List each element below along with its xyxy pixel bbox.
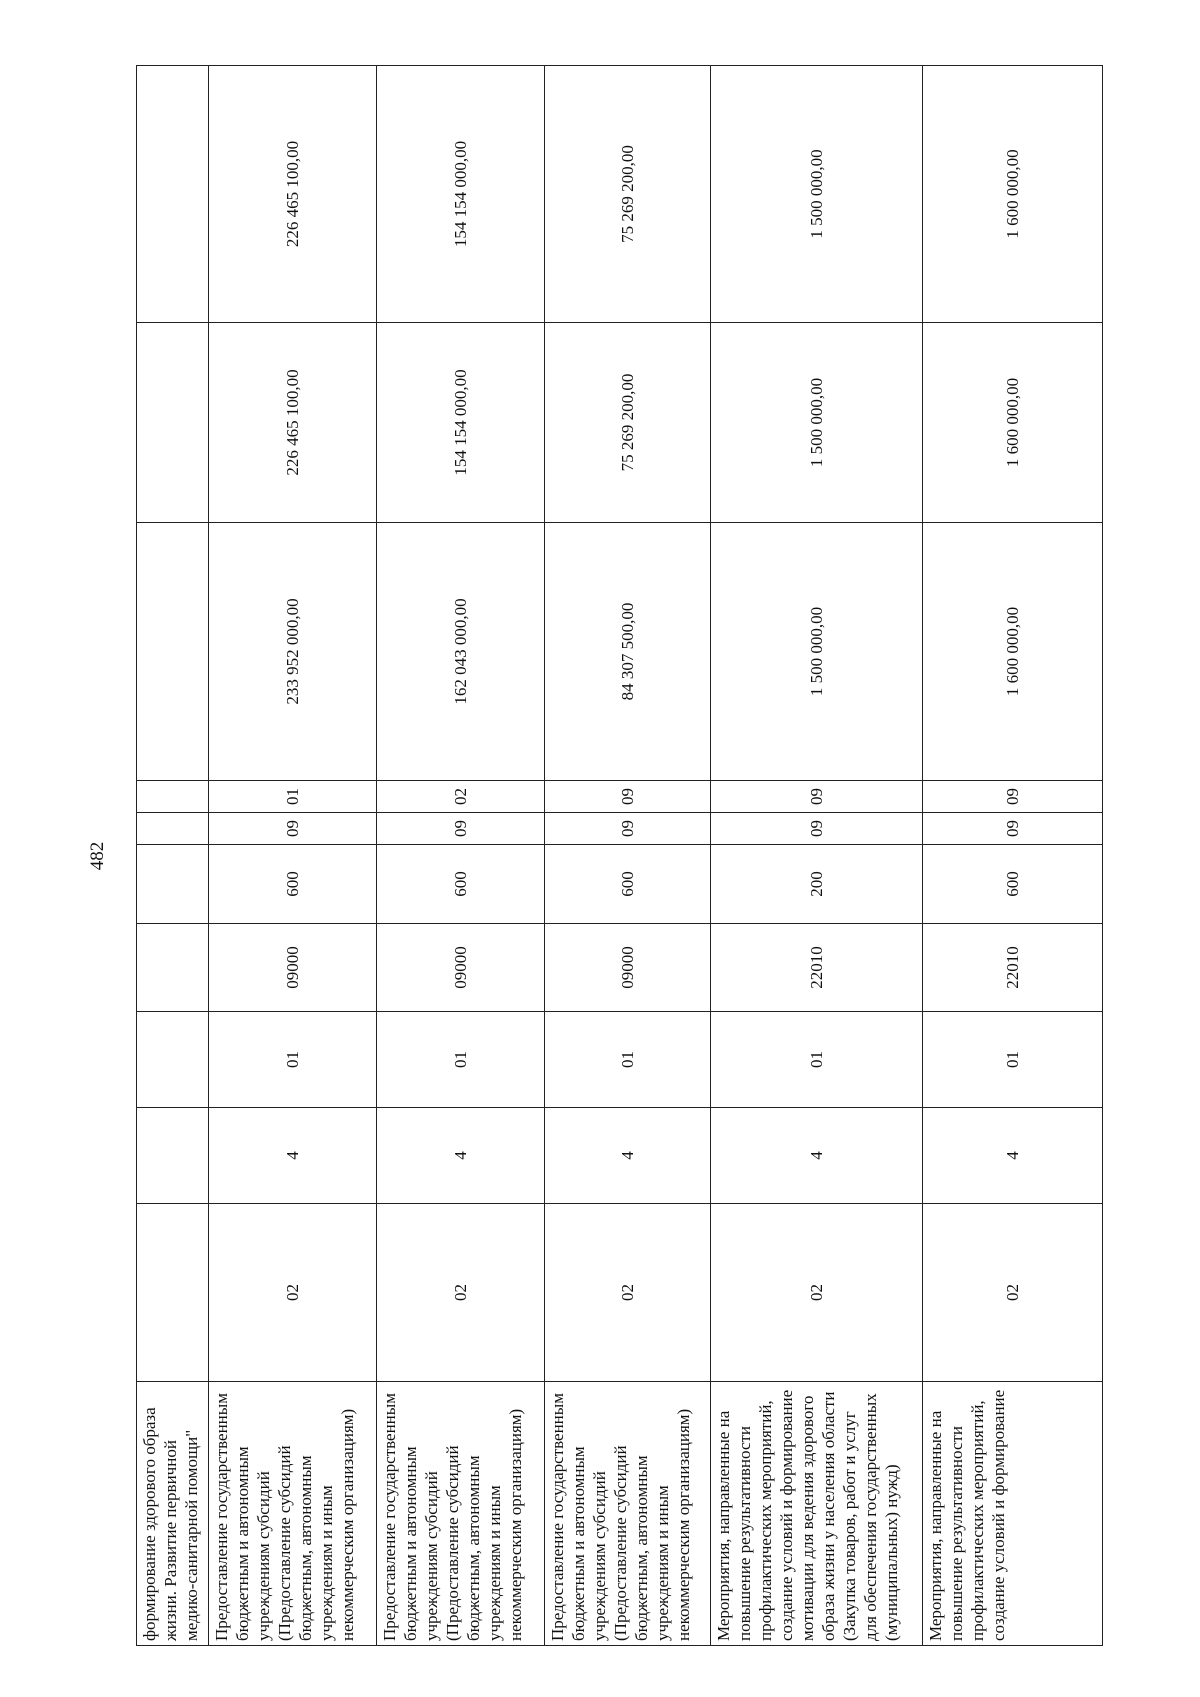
cell-code-5: [137, 845, 209, 924]
row-name: Предоставление государственным бюджетным и автономным учреждениям субсидий (Предоставление субсидий бюджетным, автономным учреждениям и иным некоммерческим организациям): [209, 1382, 377, 1646]
cell-code-4: 22010: [711, 924, 923, 1012]
cell-code-4: 09000: [545, 924, 711, 1012]
cell-code-2: 4: [923, 1108, 1103, 1204]
table-row: [711, 66, 923, 1646]
cell-code-6: 09: [377, 813, 545, 845]
row-name: Мероприятия, направленные на повышение результативности профилактических мероприятий, создание условий и формирование мотивации для ведения здорового образа жизни у населения области (Закупка товаров, работ и услуг для обеспечения государственных (муниципальных) нужд): [711, 1382, 923, 1646]
table-row: [545, 66, 711, 1646]
cell-code-2: 4: [209, 1108, 377, 1204]
table-row: [137, 66, 209, 1646]
cell-code-7: 09: [711, 781, 923, 813]
cell-amount-2: [137, 323, 209, 523]
cell-amount-2: 154 154 000,00: [377, 323, 545, 523]
table-row: [209, 66, 377, 1646]
cell-code-6: [137, 813, 209, 845]
cell-code-2: 4: [377, 1108, 545, 1204]
cell-amount-3: 1 500 000,00: [711, 66, 923, 323]
cell-code-3: [137, 1012, 209, 1108]
cell-code-7: [137, 781, 209, 813]
cell-amount-1: 162 043 000,00: [377, 523, 545, 781]
table-row: [923, 66, 1103, 1646]
cell-amount-1: 1 600 000,00: [923, 523, 1103, 781]
cell-code-1: 02: [209, 1204, 377, 1382]
cell-code-2: 4: [711, 1108, 923, 1204]
cell-code-2: 4: [545, 1108, 711, 1204]
cell-code-3: 01: [711, 1012, 923, 1108]
cell-code-7: 09: [545, 781, 711, 813]
cell-code-1: 02: [711, 1204, 923, 1382]
rotated-table-region: [136, 66, 1102, 1646]
cell-code-1: 02: [377, 1204, 545, 1382]
cell-amount-1: 1 500 000,00: [711, 523, 923, 781]
cell-amount-2: 1 600 000,00: [923, 323, 1103, 523]
cell-code-4: 09000: [209, 924, 377, 1012]
page-number: 482: [87, 841, 108, 871]
row-name: формирование здорового образа жизни. Развитие первичной медико-санитарной помощи": [137, 1382, 209, 1646]
cell-code-6: 09: [209, 813, 377, 845]
cell-amount-2: 1 500 000,00: [711, 323, 923, 523]
cell-code-3: 01: [209, 1012, 377, 1108]
cell-code-7: 01: [209, 781, 377, 813]
cell-code-6: 09: [711, 813, 923, 845]
cell-amount-1: 84 307 500,00: [545, 523, 711, 781]
cell-code-7: 02: [377, 781, 545, 813]
cell-code-5: 600: [209, 845, 377, 924]
cell-code-1: 02: [545, 1204, 711, 1382]
cell-code-5: 200: [711, 845, 923, 924]
cell-code-2: [137, 1108, 209, 1204]
table-row: [377, 66, 545, 1646]
cell-amount-1: [137, 523, 209, 781]
cell-code-3: 01: [545, 1012, 711, 1108]
cell-amount-2: 226 465 100,00: [209, 323, 377, 523]
row-name: Мероприятия, направленные на повышение результативности профилактических мероприятий, создание условий и формирование: [923, 1382, 1103, 1646]
cell-amount-3: 75 269 200,00: [545, 66, 711, 323]
cell-code-5: 600: [377, 845, 545, 924]
row-name: Предоставление государственным бюджетным и автономным учреждениям субсидий (Предоставление субсидий бюджетным, автономным учреждениям и иным некоммерческим организациям): [377, 1382, 545, 1646]
cell-code-5: 600: [545, 845, 711, 924]
cell-code-3: 01: [377, 1012, 545, 1108]
cell-amount-1: 233 952 000,00: [209, 523, 377, 781]
cell-code-4: [137, 924, 209, 1012]
cell-amount-3: 226 465 100,00: [209, 66, 377, 323]
cell-code-4: 22010: [923, 924, 1103, 1012]
cell-code-7: 09: [923, 781, 1103, 813]
cell-code-5: 600: [923, 845, 1103, 924]
cell-amount-2: 75 269 200,00: [545, 323, 711, 523]
budget-table: [136, 65, 1103, 1646]
cell-code-1: 02: [923, 1204, 1103, 1382]
rotated-table-container: [136, 66, 1102, 1646]
row-name: Предоставление государственным бюджетным и автономным учреждениям субсидий (Предоставление субсидий бюджетным, автономным учреждениям и иным некоммерческим организациям): [545, 1382, 711, 1646]
cell-amount-3: 1 600 000,00: [923, 66, 1103, 323]
cell-code-1: [137, 1204, 209, 1382]
cell-amount-3: [137, 66, 209, 323]
cell-code-6: 09: [545, 813, 711, 845]
cell-code-3: 01: [923, 1012, 1103, 1108]
cell-code-6: 09: [923, 813, 1103, 845]
cell-code-4: 09000: [377, 924, 545, 1012]
cell-amount-3: 154 154 000,00: [377, 66, 545, 323]
